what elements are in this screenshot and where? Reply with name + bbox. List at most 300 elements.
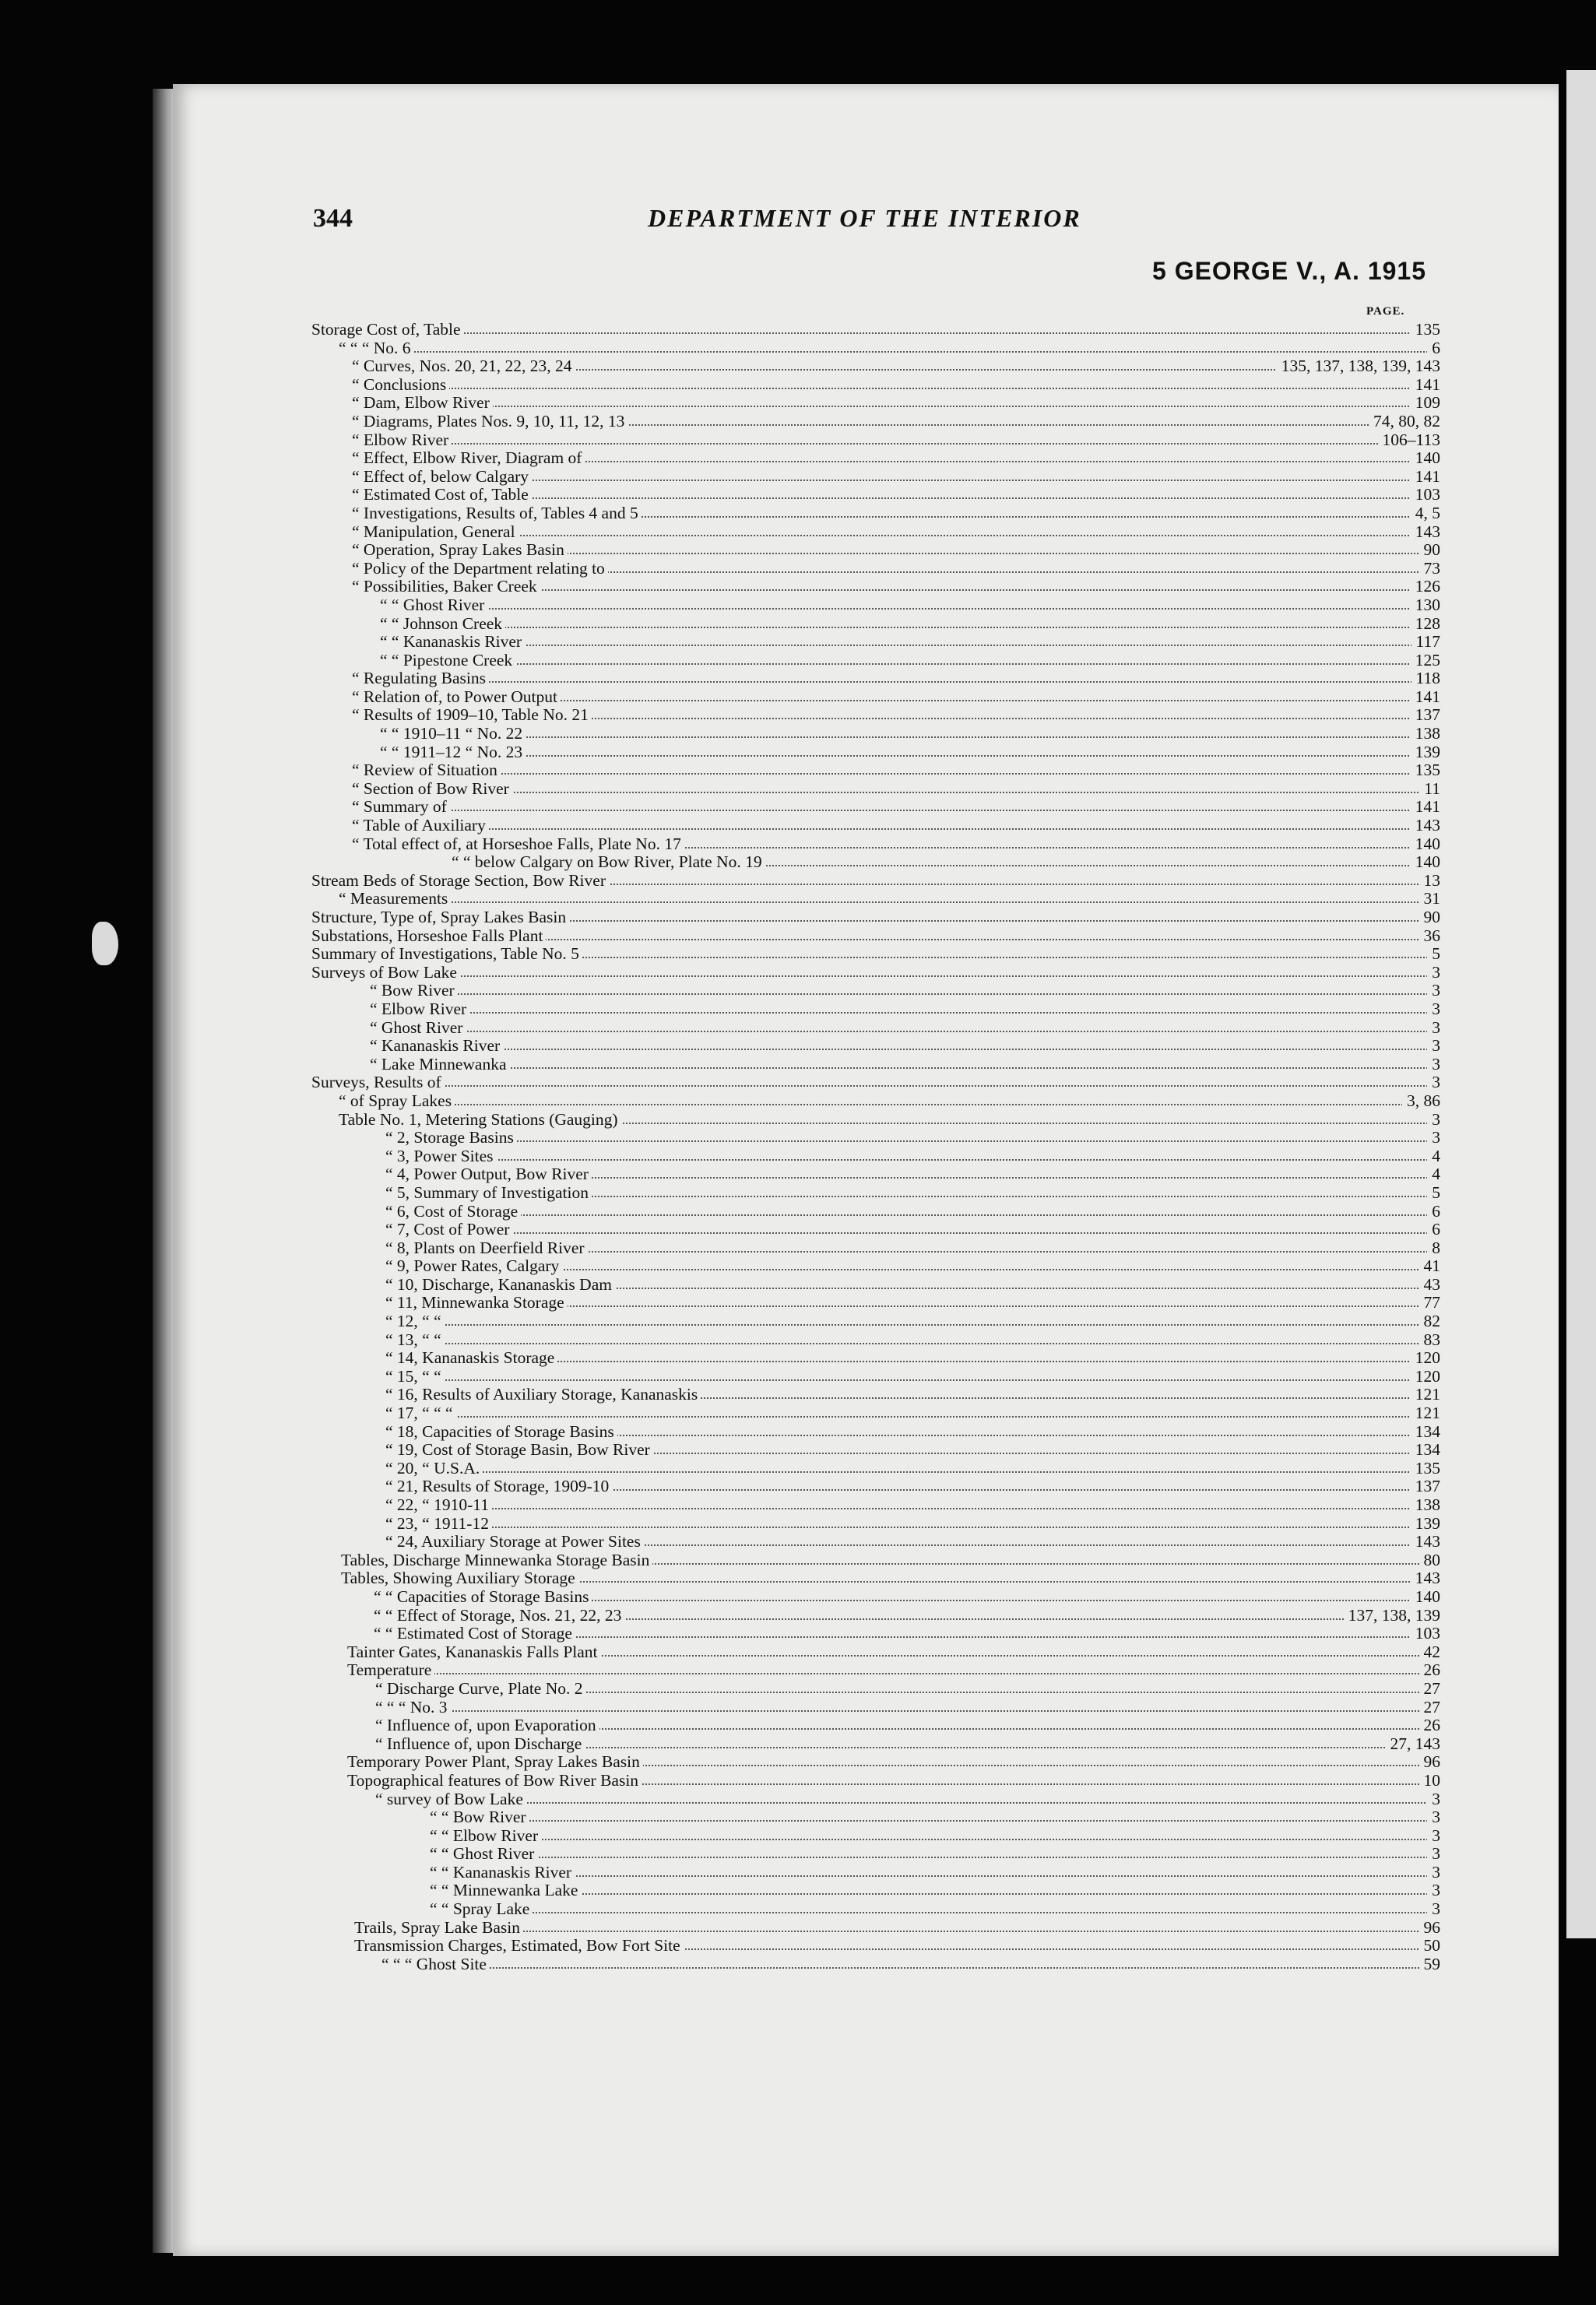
index-entry: [311, 817, 1440, 835]
index-entry: [311, 1569, 1440, 1588]
entry-text: Tainter Gates, Kananaskis Falls Plant: [347, 1643, 601, 1662]
index-entry: [311, 908, 1440, 927]
entry-text: “ Investigations, Results of, Tables 4 and 5: [352, 504, 642, 523]
entry-page: 3: [1427, 1900, 1440, 1919]
entry-text: “ 2, Storage Basins: [385, 1129, 517, 1147]
index-entry: [311, 1276, 1440, 1295]
index-entry: [311, 1680, 1440, 1699]
entry-page: 42: [1419, 1643, 1441, 1662]
entry-text: “ Kananaskis River: [370, 1037, 503, 1056]
page-header: [313, 204, 1434, 243]
entry-page: 109: [1411, 394, 1440, 413]
entry-page: 140: [1411, 449, 1440, 468]
entry-text: “ “ “ No. 3: [375, 1699, 451, 1717]
index-entry: [311, 743, 1440, 762]
index-entry: [311, 945, 1440, 964]
entry-page: 118: [1411, 669, 1440, 688]
dot-leader: [311, 975, 1440, 977]
entry-text: “ Dam, Elbow River: [352, 394, 493, 413]
index-entry: [311, 1515, 1440, 1534]
entry-page: 27: [1419, 1699, 1441, 1717]
entry-page: 120: [1411, 1368, 1440, 1386]
entry-page: 36: [1419, 927, 1441, 946]
entry-page: 141: [1411, 688, 1440, 707]
entry-page: 106–113: [1378, 431, 1440, 450]
entry-text: “ Table of Auxiliary: [352, 817, 489, 835]
index-list: [311, 321, 1440, 1973]
entry-page: 3: [1427, 1037, 1440, 1056]
index-entry: [311, 1184, 1440, 1203]
index-entry: [311, 688, 1440, 707]
entry-text: “ “ Bow River: [430, 1808, 529, 1827]
entry-text: “ Influence of, upon Evaporation: [375, 1716, 599, 1735]
dot-leader: [352, 828, 1440, 830]
index-entry: [311, 1699, 1440, 1717]
index-entry: [311, 890, 1440, 908]
entry-page: 137: [1411, 706, 1440, 725]
entry-page: 141: [1411, 376, 1440, 395]
dot-leader: [430, 1857, 1440, 1858]
entry-page: 126: [1411, 578, 1440, 596]
entry-text: “ Elbow River: [370, 1000, 469, 1019]
dot-leader: [370, 1031, 1440, 1032]
index-entry: [311, 1203, 1440, 1221]
entry-text: “ 8, Plants on Deerfield River: [385, 1239, 588, 1258]
index-entry: [311, 1423, 1440, 1442]
entry-text: “ 18, Capacities of Storage Basins: [385, 1423, 617, 1442]
index-entry: [311, 1496, 1440, 1515]
dot-leader: [375, 1802, 1440, 1804]
entry-page: 3: [1427, 1056, 1440, 1074]
entry-page: 143: [1411, 1533, 1440, 1551]
entry-text: “ Total effect of, at Horseshoe Falls, Plate No. 17: [352, 835, 684, 854]
index-entry: [311, 798, 1440, 817]
entry-page: 3: [1427, 1073, 1440, 1092]
dot-leader: [430, 1912, 1440, 1913]
index-entry: [311, 835, 1440, 854]
entry-text: “ 6, Cost of Storage: [385, 1203, 521, 1221]
entry-page: 26: [1419, 1716, 1441, 1735]
entry-text: Surveys, Results of: [311, 1073, 445, 1092]
entry-page: 103: [1411, 1625, 1440, 1643]
index-entry: [311, 1845, 1440, 1864]
index-entry: [311, 431, 1440, 450]
entry-page: 135: [1411, 761, 1440, 780]
entry-text: “ “ “ Ghost Site: [381, 1955, 490, 1974]
index-entry: [311, 1661, 1440, 1680]
entry-page: 4, 5: [1411, 504, 1440, 523]
entry-text: “ 12, “ “: [385, 1312, 445, 1331]
entry-page: 74, 80, 82: [1369, 413, 1440, 431]
entry-text: “ “ Pipestone Creek: [380, 652, 515, 670]
index-entry: [311, 394, 1440, 413]
index-entry: [311, 669, 1440, 688]
entry-text: “ of Spray Lakes: [339, 1092, 455, 1111]
index-entry: [311, 1625, 1440, 1643]
index-entry: [311, 413, 1440, 431]
entry-text: “ “ below Calgary on Bow River, Plate No. 19: [452, 853, 765, 872]
dot-leader: [381, 1967, 1440, 1969]
index-entry: [311, 560, 1440, 578]
entry-text: “ 3, Power Sites: [385, 1147, 497, 1166]
index-entry: [311, 1864, 1440, 1882]
entry-text: “ Lake Minnewanka: [370, 1056, 510, 1074]
entry-page: 6: [1427, 1203, 1440, 1221]
entry-page: 3: [1427, 1000, 1440, 1019]
entry-page: 73: [1419, 560, 1441, 578]
entry-page: 10: [1419, 1772, 1441, 1790]
entry-text: Surveys of Bow Lake: [311, 964, 460, 982]
entry-text: “ 24, Auxiliary Storage at Power Sites: [385, 1533, 644, 1551]
dot-leader: [385, 1416, 1440, 1418]
entry-page: 143: [1411, 1569, 1440, 1588]
entry-text: “ “ Ghost River: [380, 596, 487, 615]
entry-text: Transmission Charges, Estimated, Bow Fort Site: [354, 1937, 684, 1955]
index-entry: [311, 357, 1440, 376]
entry-page: 6: [1427, 1221, 1440, 1239]
index-entry: [311, 578, 1440, 596]
entry-text: “ “ Estimated Cost of Storage: [374, 1625, 575, 1643]
entry-page: 128: [1411, 615, 1440, 634]
entry-page: 50: [1419, 1937, 1441, 1955]
index-entry: [311, 1165, 1440, 1184]
entry-page: 139: [1411, 1515, 1440, 1534]
index-entry: [311, 1056, 1440, 1074]
entry-text: “ “ Effect of Storage, Nos. 21, 22, 23: [374, 1607, 624, 1625]
entry-text: Temporary Power Plant, Spray Lakes Basin: [347, 1753, 643, 1772]
entry-text: Substations, Horseshoe Falls Plant: [311, 927, 546, 946]
index-entry: [311, 1019, 1440, 1038]
entry-text: “ “ Kananaskis River: [430, 1864, 575, 1882]
index-entry: [311, 615, 1440, 634]
scan-artifact: [92, 922, 118, 965]
index-entry: [311, 1257, 1440, 1276]
index-entry: [311, 1643, 1440, 1662]
entry-text: Storage Cost of, Table: [311, 321, 464, 339]
dot-leader: [430, 1893, 1440, 1895]
entry-page: 141: [1411, 468, 1440, 487]
index-entry: [311, 1312, 1440, 1331]
entry-text: “ “ Johnson Creek: [380, 615, 505, 634]
index-entry: [311, 1753, 1440, 1772]
dot-leader: [375, 1710, 1440, 1712]
index-entry: [311, 1221, 1440, 1239]
entry-text: “ Operation, Spray Lakes Basin: [352, 541, 568, 560]
index-entry: [311, 1827, 1440, 1846]
entry-page: 82: [1419, 1312, 1441, 1331]
dot-leader: [380, 645, 1440, 646]
index-entry: [311, 761, 1440, 780]
dot-leader: [370, 1067, 1440, 1069]
entry-page: 143: [1411, 817, 1440, 835]
entry-text: “ “ 1910–11 “ No. 22: [380, 725, 526, 743]
entry-text: Tables, Discharge Minnewanka Storage Basin: [341, 1551, 652, 1570]
index-entry: [311, 1808, 1440, 1827]
entry-text: “ “ Capacities of Storage Basins: [374, 1588, 592, 1607]
dot-leader: [380, 663, 1440, 665]
entry-page: 27: [1419, 1680, 1441, 1699]
dot-leader: [347, 1673, 1440, 1674]
index-entry: [311, 468, 1440, 487]
entry-text: “ Regulating Basins: [352, 669, 489, 688]
index-entry: [311, 1882, 1440, 1900]
dot-leader: [380, 627, 1440, 628]
entry-text: “ Section of Bow River: [352, 780, 512, 799]
entry-text: “ Conclusions: [352, 376, 449, 395]
page-column-label: PAGE.: [1366, 305, 1405, 318]
entry-text: “ 7, Cost of Power: [385, 1221, 512, 1239]
entry-text: “ Summary of: [352, 798, 450, 817]
entry-text: “ Effect, Elbow River, Diagram of: [352, 449, 585, 468]
index-entry: [311, 1129, 1440, 1147]
index-entry: [311, 1772, 1440, 1790]
dot-leader: [430, 1875, 1440, 1877]
entry-page: 121: [1411, 1386, 1440, 1404]
dot-leader: [311, 1085, 1440, 1087]
entry-text: “ 19, Cost of Storage Basin, Bow River: [385, 1441, 653, 1460]
entry-page: 3: [1427, 1019, 1440, 1038]
entry-page: 77: [1419, 1294, 1441, 1312]
regnal-year: 5 GEORGE V., A. 1915: [1152, 257, 1427, 285]
entry-page: 125: [1411, 652, 1440, 670]
dot-leader: [380, 755, 1440, 757]
entry-page: 120: [1411, 1349, 1440, 1368]
entry-page: 83: [1419, 1331, 1441, 1350]
entry-page: 134: [1411, 1423, 1440, 1442]
entry-page: 140: [1411, 1588, 1440, 1607]
dot-leader: [385, 1214, 1440, 1216]
entry-page: 3: [1427, 1827, 1440, 1846]
dot-leader: [339, 1104, 1440, 1105]
index-entry: [311, 872, 1440, 891]
entry-page: 3: [1427, 1864, 1440, 1882]
entry-text: Tables, Showing Auxiliary Storage: [341, 1569, 578, 1588]
dot-leader: [385, 1379, 1440, 1381]
entry-page: 5: [1427, 1184, 1440, 1203]
dot-leader: [385, 1508, 1440, 1509]
entry-text: “ Manipulation, General: [352, 523, 519, 542]
dot-leader: [385, 1471, 1440, 1473]
entry-page: 139: [1411, 743, 1440, 762]
entry-text: “ survey of Bow Lake: [375, 1790, 526, 1809]
entry-text: “ Policy of the Department relating to: [352, 560, 608, 578]
index-entry: [311, 1937, 1440, 1955]
index-entry: [311, 1919, 1440, 1938]
index-entry: [311, 1368, 1440, 1386]
entry-page: 4: [1427, 1165, 1440, 1184]
entry-page: 3: [1427, 1882, 1440, 1900]
dot-leader: [352, 773, 1440, 775]
entry-page: 96: [1419, 1919, 1441, 1938]
entry-page: 5: [1427, 945, 1440, 964]
entry-page: 141: [1411, 798, 1440, 817]
index-entry: [311, 1111, 1440, 1130]
entry-text: “ Diagrams, Plates Nos. 9, 10, 11, 12, 13: [352, 413, 628, 431]
index-entry: [311, 652, 1440, 670]
dot-leader: [339, 901, 1440, 903]
entry-text: “ 17, “ “ “: [385, 1404, 456, 1423]
entry-text: “ “ 1911–12 “ No. 23: [380, 743, 526, 762]
entry-text: Trails, Spray Lake Basin: [354, 1919, 523, 1938]
entry-page: 3: [1427, 1111, 1440, 1130]
entry-text: Temperature: [347, 1661, 434, 1680]
entry-text: “ Bow River: [370, 982, 458, 1000]
entry-page: 59: [1419, 1955, 1441, 1974]
dot-leader: [370, 993, 1440, 995]
index-entry: [311, 1404, 1440, 1423]
entry-page: 11: [1419, 780, 1440, 799]
index-entry: [311, 1900, 1440, 1919]
index-entry: [311, 321, 1440, 339]
entry-text: “ 21, Results of Storage, 1909-10: [385, 1478, 612, 1496]
index-entry: [311, 1349, 1440, 1368]
index-entry: [311, 1551, 1440, 1570]
index-entry: [311, 725, 1440, 743]
index-entry: [311, 927, 1440, 946]
dot-leader: [385, 1159, 1440, 1161]
entry-page: 140: [1411, 853, 1440, 872]
entry-text: “ “ Kananaskis River: [380, 633, 525, 652]
index-entry: [311, 1294, 1440, 1312]
index-entry: [311, 1239, 1440, 1258]
entry-page: 90: [1419, 541, 1441, 560]
index-entry: [311, 523, 1440, 542]
entry-text: “ “ Ghost River: [430, 1845, 537, 1864]
running-title: DEPARTMENT OF THE INTERIOR: [648, 204, 1081, 232]
dot-leader: [385, 1343, 1440, 1344]
entry-text: “ Effect of, below Calgary: [352, 468, 532, 487]
dot-leader: [352, 810, 1440, 811]
index-entry: [311, 1607, 1440, 1625]
index-entry: [311, 1533, 1440, 1551]
entry-page: 135: [1411, 1460, 1440, 1478]
facing-page-edge: [1566, 70, 1596, 1938]
index-entry: [311, 1588, 1440, 1607]
index-entry: [311, 596, 1440, 615]
entry-text: “ 4, Power Output, Bow River: [385, 1165, 592, 1184]
index-entry: [311, 376, 1440, 395]
index-entry: [311, 541, 1440, 560]
entry-page: 6: [1427, 339, 1440, 358]
index-entry: [311, 1478, 1440, 1496]
entry-text: “ Discharge Curve, Plate No. 2: [375, 1680, 586, 1699]
entry-text: “ Relation of, to Power Output: [352, 688, 561, 707]
entry-page: 121: [1411, 1404, 1440, 1423]
entry-text: “ 23, “ 1911-12: [385, 1515, 492, 1534]
page-number: 344: [313, 204, 353, 233]
index-entry: [311, 1441, 1440, 1460]
entry-page: 135: [1411, 321, 1440, 339]
entry-page: 3: [1427, 982, 1440, 1000]
index-entry: [311, 1037, 1440, 1056]
entry-page: 130: [1411, 596, 1440, 615]
index-entry: [311, 1073, 1440, 1092]
entry-page: 3: [1427, 1129, 1440, 1147]
entry-text: Structure, Type of, Spray Lakes Basin: [311, 908, 569, 927]
entry-text: “ Possibilities, Baker Creek: [352, 578, 540, 596]
entry-page: 26: [1419, 1661, 1441, 1680]
entry-page: 3: [1427, 964, 1440, 982]
index-entry: [311, 853, 1440, 872]
entry-page: 41: [1419, 1257, 1441, 1276]
entry-text: “ Elbow River: [352, 431, 452, 450]
index-entry: [311, 1735, 1440, 1754]
dot-leader: [385, 1232, 1440, 1234]
entry-page: 135, 137, 138, 139, 143: [1277, 357, 1440, 376]
entry-text: “ Review of Situation: [352, 761, 501, 780]
dot-leader: [352, 792, 1440, 793]
entry-text: “ 10, Discharge, Kananaskis Dam: [385, 1276, 615, 1295]
dot-leader: [430, 1839, 1440, 1840]
dot-leader: [352, 388, 1440, 389]
entry-page: 8: [1427, 1239, 1440, 1258]
entry-page: 90: [1419, 908, 1441, 927]
entry-page: 3: [1427, 1790, 1440, 1809]
entry-text: “ 20, “ U.S.A.: [385, 1460, 483, 1478]
entry-page: 80: [1419, 1551, 1441, 1570]
entry-page: 117: [1411, 633, 1440, 652]
entry-page: 138: [1411, 725, 1440, 743]
index-entry: [311, 1790, 1440, 1809]
entry-text: “ 9, Power Rates, Calgary: [385, 1257, 562, 1276]
entry-text: “ 15, “ “: [385, 1368, 445, 1386]
entry-text: Stream Beds of Storage Section, Bow River: [311, 872, 609, 891]
index-entry: [311, 1147, 1440, 1166]
entry-text: “ 16, Results of Auxiliary Storage, Kananaskis: [385, 1386, 701, 1404]
index-entry: [311, 504, 1440, 523]
entry-text: “ 14, Kananaskis Storage: [385, 1349, 557, 1368]
index-entry: [311, 964, 1440, 982]
entry-page: 4: [1427, 1147, 1440, 1166]
entry-text: “ Influence of, upon Discharge: [375, 1735, 585, 1754]
index-entry: [311, 982, 1440, 1000]
index-entry: [311, 780, 1440, 799]
entry-page: 143: [1411, 523, 1440, 542]
index-entry: [311, 633, 1440, 652]
dot-leader: [352, 443, 1440, 444]
entry-page: 134: [1411, 1441, 1440, 1460]
dot-leader: [311, 332, 1440, 334]
dot-leader: [385, 1140, 1440, 1142]
entry-text: “ Results of 1909–10, Table No. 21: [352, 706, 592, 725]
entry-text: “ 5, Summary of Investigation: [385, 1184, 592, 1203]
entry-text: Table No. 1, Metering Stations (Gauging): [339, 1111, 621, 1130]
entry-page: 27, 143: [1386, 1735, 1441, 1754]
entry-page: 137, 138, 139: [1344, 1607, 1440, 1625]
entry-page: 31: [1419, 890, 1441, 908]
entry-text: “ Curves, Nos. 20, 21, 22, 23, 24: [352, 357, 575, 376]
dot-leader: [430, 1820, 1440, 1822]
entry-page: 103: [1411, 486, 1440, 504]
entry-text: “ Estimated Cost of, Table: [352, 486, 532, 504]
entry-page: 43: [1419, 1276, 1441, 1295]
dot-leader: [385, 1527, 1440, 1528]
entry-text: Topographical features of Bow River Basin: [347, 1772, 642, 1790]
entry-text: “ Ghost River: [370, 1019, 466, 1038]
entry-text: “ “ “ No. 6: [339, 339, 414, 358]
entry-page: 3: [1427, 1845, 1440, 1864]
dot-leader: [370, 1012, 1440, 1014]
index-entry: [311, 1331, 1440, 1350]
entry-page: 96: [1419, 1753, 1441, 1772]
index-entry: [311, 1716, 1440, 1735]
entry-text: “ Measurements: [339, 890, 451, 908]
entry-page: 3, 86: [1402, 1092, 1440, 1111]
index-entry: [311, 339, 1440, 358]
index-entry: [311, 449, 1440, 468]
entry-page: 13: [1419, 872, 1441, 891]
entry-text: “ 13, “ “: [385, 1331, 445, 1350]
